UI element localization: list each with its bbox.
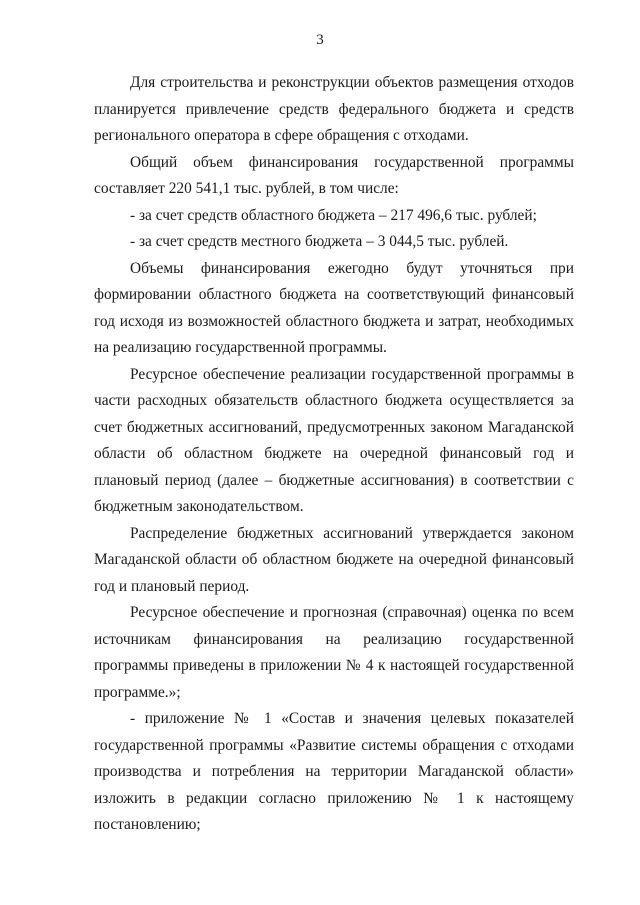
- paragraph-annual-adjustment: Объемы финансирования ежегодно будут уточняться при формировании областного бюджета на соответствующий финансовый год исходя из возможностей областного бюджета и затрат, необходимых на реализацию государственной программы.: [94, 259, 574, 356]
- paragraph-regional-budget: - за счет средств областного бюджета – 217 496,6 тыс. рублей;: [130, 206, 537, 224]
- paragraph-construction-funding: Для строительства и реконструкции объектов размещения отходов планируется привлечение средств федерального бюджета и средств регионального оператора в сфере обращения с отходами.: [94, 74, 574, 144]
- paragraph-total-funding: Общий объем финансирования государственной программы составляет 220 541,1 тыс. рублей, в том числе:: [94, 153, 574, 197]
- paragraph-allocation: Распределение бюджетных ассигнований утверждается законом Магаданской области об областном бюджете на очередной финансовый год и плановый период.: [94, 524, 574, 595]
- paragraph-local-budget: - за счет средств местного бюджета – 3 044,5 тыс. рублей.: [130, 233, 509, 250]
- page-number: 3: [316, 32, 324, 48]
- paragraph-appendix-one: - приложение № 1 «Состав и значения целевых показателей государственной программы «Развитие системы обращения с отходами производства и потребления на территории Магаданской области» изложить в редакции согласно приложению № 1 к настоящему постановлению;: [94, 710, 574, 833]
- document-body: [94, 70, 574, 839]
- paragraph-forecast-estimate: Ресурсное обеспечение и прогнозная (справочная) оценка по всем источникам финансирования на реализацию государственной программы приведены в приложении № 4 к настоящей государственной программе.»;: [94, 604, 574, 701]
- paragraph-resource-provision: Ресурсное обеспечение реализации государственной программы в части расходных обязательств областного бюджета осуществляется за счет бюджетных ассигнований, предусмотренных законом Магаданской области об областном бюджете на очередной финансовый год и плановый период (далее – бюджетные ассигнования) в соответствии с бюджетным законодательством.: [94, 365, 574, 515]
